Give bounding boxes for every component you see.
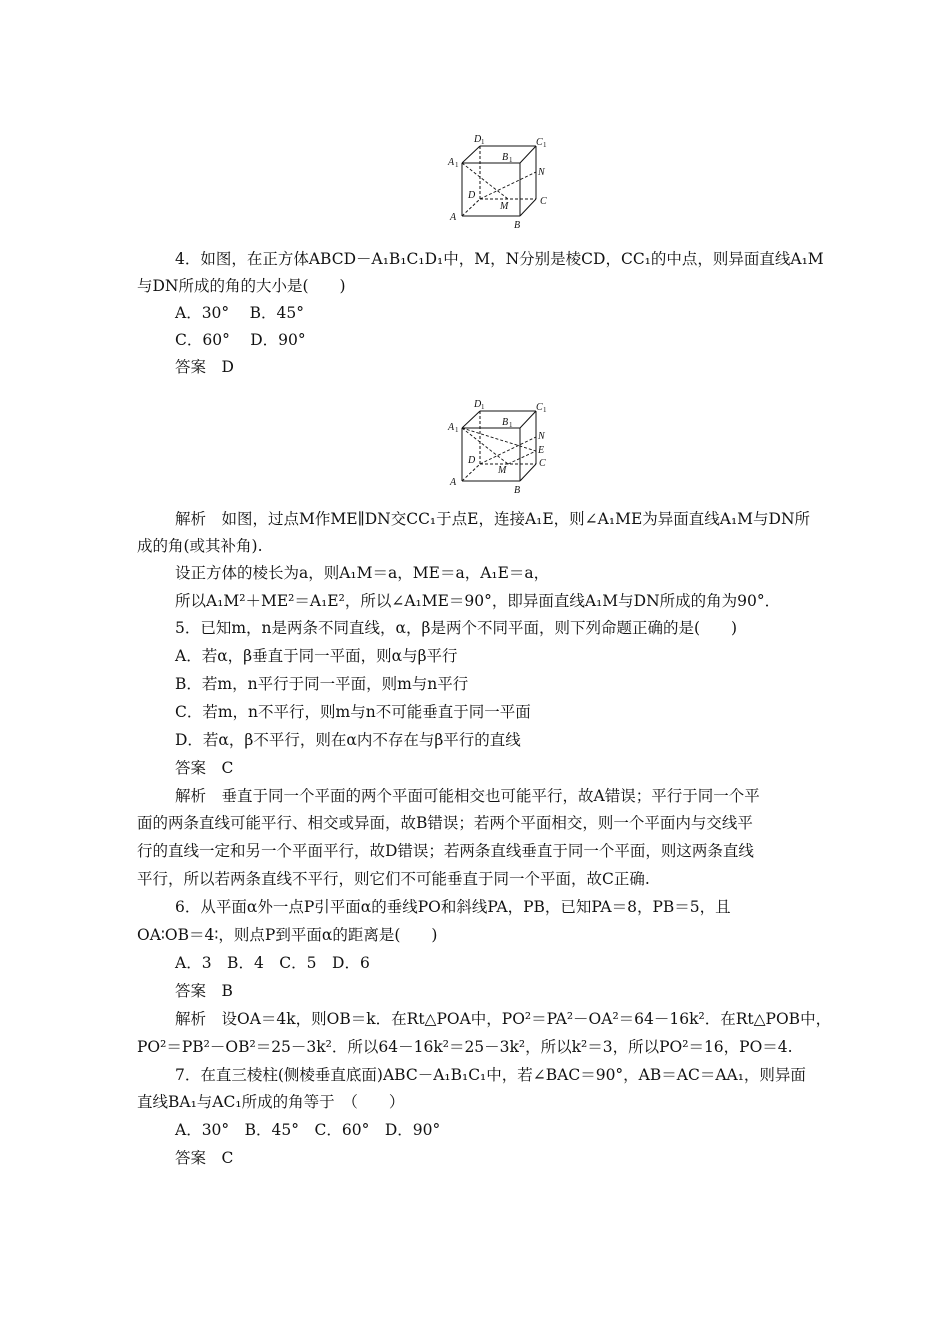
text-line: 5．已知m，n是两条不同直线，α，β是两个不同平面，则下列命题正确的是( ) — [175, 619, 738, 637]
label-B: B — [514, 220, 521, 231]
label-C1: C — [536, 137, 543, 148]
text-line: 解析 设OA＝4k，则OB＝k．在Rt△POA中，PO²＝PA²－OA²＝64－16k²．在Rt△POB中， — [175, 1010, 832, 1028]
cube-diagram-2 — [440, 393, 550, 497]
label-C1: C — [536, 402, 543, 413]
text-line: 所以A₁M²＋ME²＝A₁E²，所以∠A₁ME＝90°，即异面直线A₁M与DN所成的角为90°． — [175, 592, 781, 610]
text-line: 行的直线一定和另一个平面平行，故D错误；若两条直线垂直于同一个平面，则这两条直线 — [137, 842, 754, 860]
text-line: A．30° B．45° — [175, 304, 304, 322]
svg-text:1: 1 — [509, 421, 513, 429]
text-line: C．若m，n不平行，则m与n不可能垂直于同一平面 — [175, 703, 531, 721]
text-line: PO²＝PB²－OB²＝25－3k²．所以64－16k²＝25－3k²，所以k²＝3，所以PO²＝16，PO＝4. — [137, 1038, 793, 1056]
text-line: B．若m，n平行于同一平面，则m与n平行 — [175, 675, 469, 693]
text-line: 直线BA₁与AC₁所成的角等于 （ ） — [137, 1093, 405, 1111]
text-line: 解析 如图，过点M作ME∥DN交CC₁于点E，连接A₁E，则∠A₁ME为异面直线A₁M与DN所 — [175, 510, 811, 528]
label-A: A — [450, 212, 457, 223]
label-B1: B — [502, 417, 509, 428]
svg-text:1: 1 — [481, 138, 485, 146]
label-C: C — [540, 196, 547, 207]
answer-line: 答案 D — [175, 358, 234, 376]
label-B1: B — [502, 152, 509, 163]
label-M: M — [500, 201, 509, 212]
text-line: 6．从平面α外一点P引平面α的垂线PO和斜线PA，PB，已知PA＝8，PB＝5，且 — [175, 898, 731, 916]
text-line: 面的两条直线可能平行、相交或异面，故B错误；若两个平面相交，则一个平面内与交线平 — [137, 814, 753, 832]
label-D1: D — [474, 134, 482, 145]
answer-line: 答案 C — [175, 1149, 234, 1167]
text-line: A．30° B．45° C．60° D．90° — [175, 1121, 441, 1139]
text-line: 成的角(或其补角). — [137, 537, 263, 555]
label-M: M — [498, 465, 507, 476]
cube-figure-1 — [440, 128, 550, 232]
svg-text:1: 1 — [455, 161, 459, 169]
text-line: C．60° D．90° — [175, 331, 306, 349]
label-E: E — [538, 445, 545, 456]
answer-line: 答案 C — [175, 759, 234, 777]
label-A: A — [450, 477, 457, 488]
text-line: 4．如图，在正方体ABCD－A₁B₁C₁D₁中，M，N分别是棱CD，CC₁的中点，则异面直线A₁M — [175, 250, 824, 268]
label-B: B — [514, 485, 521, 496]
label-C: C — [539, 458, 546, 469]
text-line: D．若α，β不平行，则在α内不存在与β平行的直线 — [175, 731, 521, 749]
label-N: N — [538, 431, 545, 442]
label-A1: A — [448, 422, 455, 433]
label-D1: D — [474, 399, 482, 410]
text-line: 解析 垂直于同一个平面的两个平面可能相交也可能平行，故A错误；平行于同一个平 — [175, 787, 760, 805]
label-A1: A — [448, 157, 455, 168]
svg-text:1: 1 — [509, 156, 513, 164]
svg-text:1: 1 — [481, 403, 485, 411]
label-D: D — [468, 190, 476, 201]
svg-text:1: 1 — [543, 141, 547, 149]
text-line: 设正方体的棱长为a，则A₁M＝a，ME＝a，A₁E＝a， — [175, 564, 550, 582]
text-line: 与DN所成的角的大小是( ) — [137, 277, 346, 295]
text-line: OA∶OB＝4∶，则点P到平面α的距离是( ) — [137, 926, 438, 944]
text-line: 7．在直三棱柱(侧棱垂直底面)ABC－A₁B₁C₁中，若∠BAC＝90°，AB＝AC＝AA₁，则异面 — [175, 1066, 806, 1084]
cube-figure-2 — [440, 393, 550, 497]
svg-text:1: 1 — [543, 406, 547, 414]
text-line: A．3 B．4 C．5 D．6 — [175, 954, 370, 972]
label-D: D — [468, 455, 476, 466]
cube-diagram-1 — [440, 128, 550, 232]
svg-text:1: 1 — [455, 426, 459, 434]
label-N: N — [538, 167, 545, 178]
text-line: A．若α，β垂直于同一平面，则α与β平行 — [175, 647, 458, 665]
text-line: 平行，所以若两条直线不平行，则它们不可能垂直于同一个平面，故C正确. — [137, 870, 650, 888]
answer-line: 答案 B — [175, 982, 233, 1000]
